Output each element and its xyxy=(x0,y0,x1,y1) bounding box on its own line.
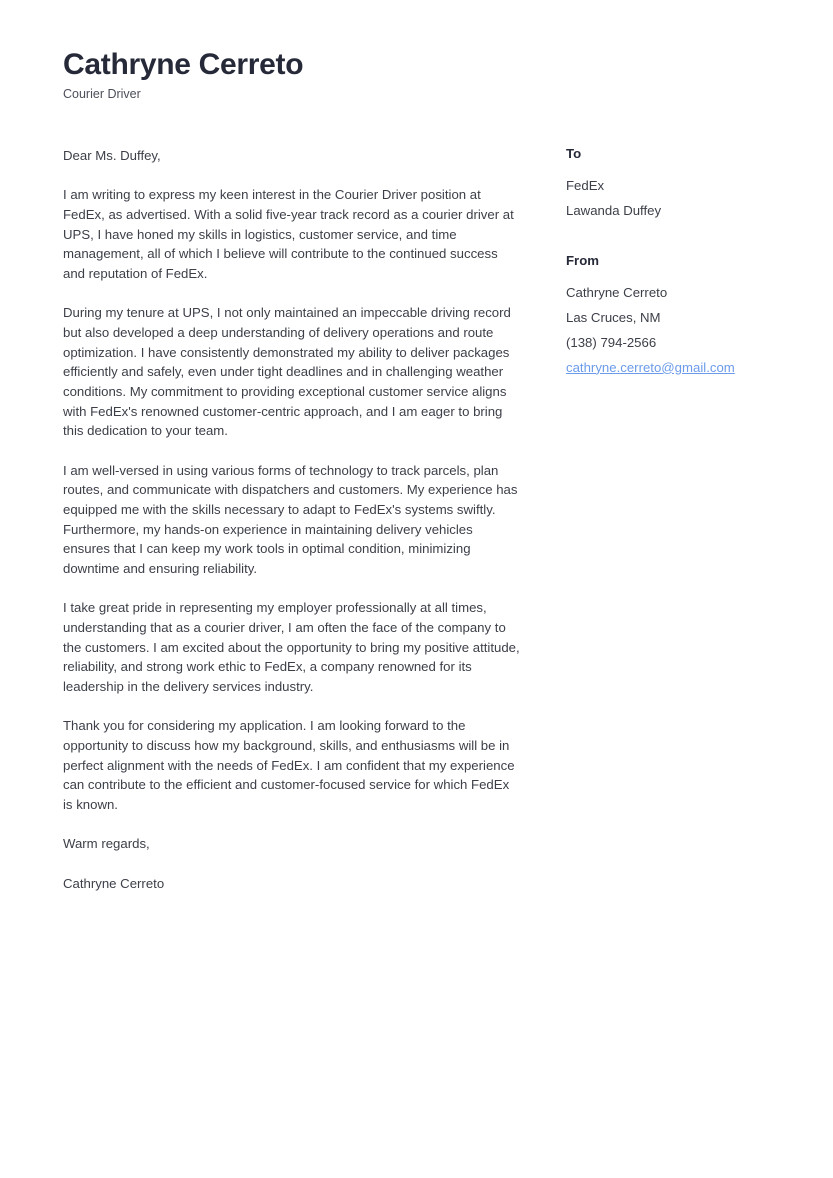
applicant-name: Cathryne Cerreto xyxy=(63,48,304,81)
recipient-block xyxy=(566,146,786,223)
applicant-job-title: Courier Driver xyxy=(63,86,141,101)
letter-paragraph: I am well-versed in using various forms of technology to track parcels, plan routes, and communicate with dispatchers and customers. My experience has equipped me with the skills necessary to adapt to FedEx's systems swiftly. Furthermore, my hands-on experience in maintaining delivery vehicles ensures that I can keep my work tools in optimal condition, minimizing downtime and ensuring reliability. xyxy=(63,462,518,577)
recipient-company: FedEx xyxy=(566,177,605,193)
sender-name: Cathryne Cerreto xyxy=(566,284,668,300)
sender-block xyxy=(566,253,786,380)
salutation: Dear Ms. Duffey, xyxy=(63,148,161,163)
sender-phone: (138) 794-2566 xyxy=(566,334,657,350)
letter-body-column xyxy=(63,146,522,893)
letter-header xyxy=(63,48,763,102)
letter-paragraph: Thank you for considering my application. I am looking forward to the opportunity to discuss how my background, skills, and enthusiasms will be in perfect alignment with the needs of FedEx. I am confident that my experience can contribute to the efficient and customer-focused service for which FedEx is known. xyxy=(63,718,515,813)
letter-paragraph: I am writing to express my keen interest in the Courier Driver position at FedEx, as advertised. With a solid five-year track record as a courier driver at UPS, I have honed my skills in logistics, customer service, and time management, all of which I believe will contribute to the continued success and reputation of FedEx. xyxy=(63,187,514,282)
letter-paragraph: During my tenure at UPS, I not only maintained an impeccable driving record but also developed a deep understanding of delivery operations and route optimization. I have consistently demonstrated my ability to deliver packages efficiently and safely, even under tight deadlines and in challenging weather conditions. My commitment to providing exceptional customer service aligns with FedEx's renowned customer-centric approach, and I am eager to bring this dedication to your team. xyxy=(63,305,511,439)
signature-name: Cathryne Cerreto xyxy=(63,875,165,891)
letter-paragraph: I take great pride in representing my employer professionally at all times, understanding that as a courier driver, I am often the face of the company to the customers. I am excited about the opportunity to bring my positive attitude, reliability, and strong work ethic to FedEx, a company renowned for its leadership in the delivery services industry. xyxy=(63,600,520,695)
to-heading: To xyxy=(566,146,582,161)
recipient-name: Lawanda Duffey xyxy=(566,202,662,218)
sender-location: Las Cruces, NM xyxy=(566,309,661,325)
letter-sidebar xyxy=(566,146,786,380)
sender-email-link[interactable]: cathryne.cerreto@gmail.com xyxy=(566,359,735,375)
closing-phrase: Warm regards, xyxy=(63,836,150,852)
from-heading: From xyxy=(566,252,599,268)
